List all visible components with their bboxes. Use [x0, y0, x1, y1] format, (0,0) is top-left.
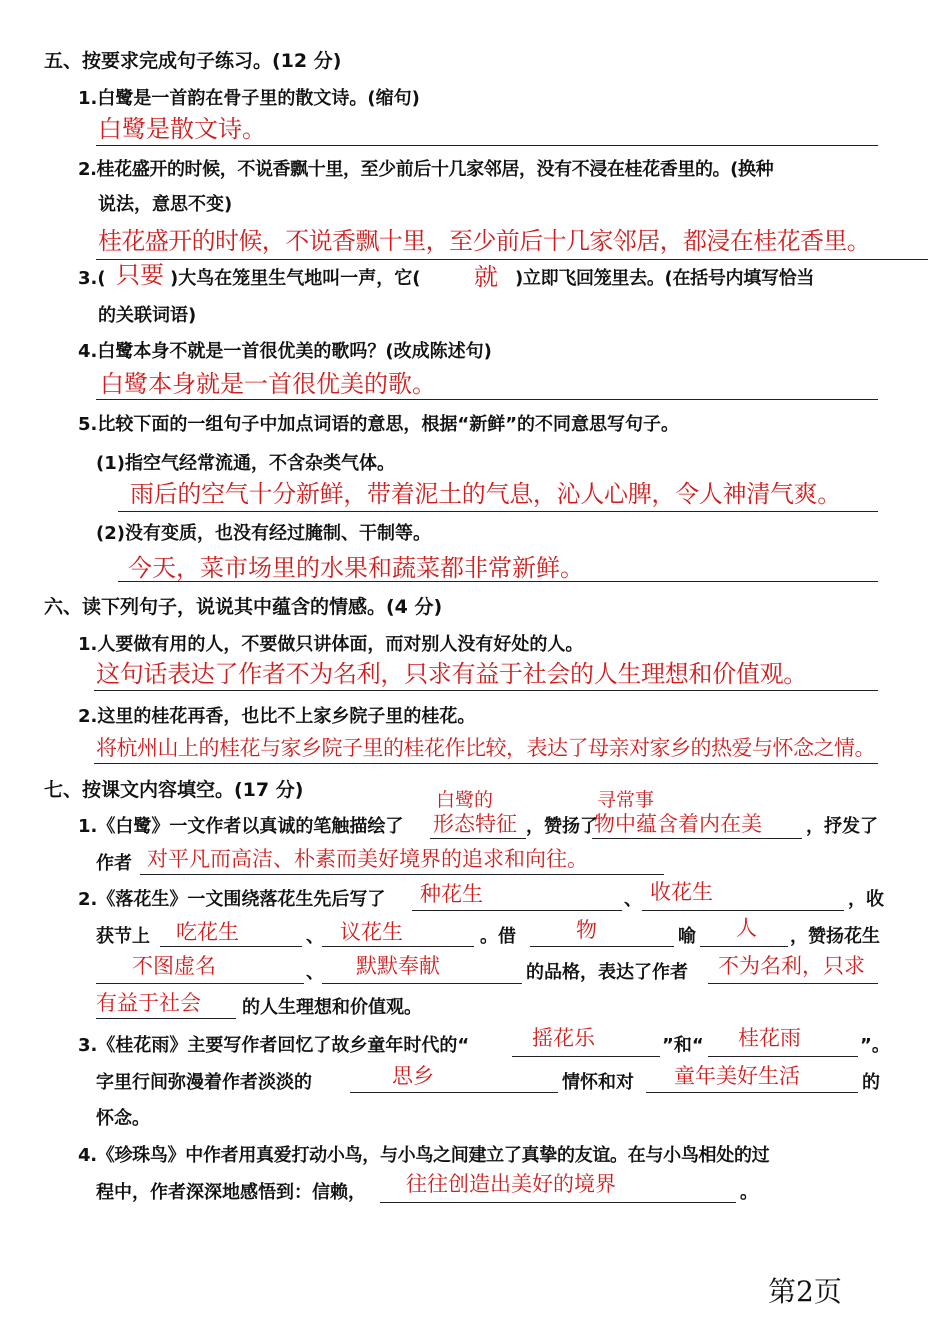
q5-1-answer: 白鹭是散文诗。 — [98, 115, 266, 143]
q7-3-text-1: 3.《桂花雨》主要写作者回忆了故乡童年时代的“ — [78, 1035, 470, 1056]
q7-2-text-9: 、 — [306, 962, 324, 983]
q5-2-answer: 桂花盛开的时候，不说香飘十里，至少前后十几家邻居，都浸在桂花香里。 — [98, 227, 871, 255]
answer-line — [512, 1056, 660, 1057]
q7-3-text-3: ”。 — [860, 1035, 890, 1056]
answer-line — [94, 763, 878, 764]
q5-3-prompt-line2: 的关联词语) — [98, 305, 197, 326]
q5-1-prompt: 1.白鹭是一首韵在骨子里的散文诗。(缩句) — [78, 88, 420, 109]
q7-1-text-2: ，赞扬了 — [526, 816, 598, 837]
q7-1-answer-3: 对平凡而高洁、朴素而美好境界的追求和向往。 — [147, 847, 588, 871]
answer-line — [118, 511, 878, 512]
answer-line — [96, 399, 878, 400]
q7-2-text-7: 喻 — [678, 926, 696, 947]
answer-line — [94, 690, 878, 691]
q7-2-answer-6: 人 — [736, 916, 757, 940]
q7-2-answer-10: 有益于社会 — [96, 991, 201, 1015]
q7-2-text-5: 、 — [306, 926, 324, 947]
q7-2-answer-9: 不为名利，只求 — [718, 954, 865, 978]
q5-3-middle: )大鸟在笼里生气地叫一声，它( — [170, 268, 421, 289]
q7-1-answer-1-top: 白鹭的 — [436, 789, 494, 811]
q7-1-text-4: 作者 — [96, 853, 132, 874]
q5-5-prompt: 5.比较下面的一组句子中加点词语的意思，根据“新鲜”的不同意思写句子。 — [78, 414, 680, 435]
q5-5-sub1: (1)指空气经常流通，不含杂类气体。 — [96, 453, 395, 474]
q7-2-text-8: ，赞扬花生 — [790, 926, 880, 947]
answer-line — [96, 145, 878, 146]
q7-3-text-6: 的 — [862, 1072, 880, 1093]
q7-2-text-11: 的人生理想和价值观。 — [242, 997, 422, 1018]
q7-2-answer-8: 默默奉献 — [356, 954, 440, 978]
q5-3-answer-1: 只要 — [116, 261, 164, 289]
q5-2-prompt-line2: 说法，意思不变) — [98, 194, 233, 215]
q7-2-answer-3: 吃花生 — [176, 920, 239, 944]
answer-line — [96, 259, 928, 260]
answer-line — [160, 946, 302, 947]
section-6-title: 六、读下列句子，说说其中蕴含的情感。(4 分) — [44, 596, 443, 618]
answer-line — [140, 874, 664, 875]
answer-line — [708, 1056, 858, 1057]
q5-3-end: )立即飞回笼里去。(在括号内填写恰当 — [515, 268, 815, 289]
q7-1-text-3: ，抒发了 — [806, 816, 878, 837]
q7-2-text-3: ，收 — [848, 889, 884, 910]
answer-line — [430, 838, 526, 839]
q7-3-text-5: 情怀和对 — [562, 1072, 634, 1093]
q5-3-open-paren: 3.( — [78, 268, 106, 289]
q5-2-prompt-line1: 2.桂花盛开的时候，不说香飘十里，至少前后十几家邻居，没有不浸在桂花香里的。(换种 — [78, 159, 774, 180]
q7-2-answer-4: 议花生 — [340, 920, 403, 944]
q7-2-text-2: 、 — [624, 889, 642, 910]
q7-1-answer-2: 物中蕴含着内在美 — [594, 812, 762, 836]
answer-line — [118, 581, 878, 582]
q7-2-text-10: 的品格，表达了作者 — [526, 962, 688, 983]
q7-4-text-2: 。 — [740, 1182, 758, 1203]
q7-2-text-6: 。借 — [480, 926, 516, 947]
q6-1-prompt: 1.人要做有用的人，不要做只讲体面，而对别人没有好处的人。 — [78, 634, 584, 655]
q5-5-answer-1: 雨后的空气十分新鲜，带着泥土的气息，沁人心脾，令人神清气爽。 — [130, 480, 841, 508]
q7-3-answer-2: 桂花雨 — [738, 1026, 801, 1050]
q5-4-prompt: 4.白鹭本身不就是一首很优美的歌吗？(改成陈述句) — [78, 341, 492, 362]
q5-5-sub2: (2)没有变质，也没有经过腌制、干制等。 — [96, 523, 431, 544]
answer-line — [592, 838, 802, 839]
answer-line — [646, 1092, 858, 1093]
section-7-title: 七、按课文内容填空。(17 分) — [44, 779, 304, 801]
q6-1-answer: 这句话表达了作者不为名利，只求有益于社会的人生理想和价值观。 — [96, 660, 807, 688]
q7-3-answer-1: 摇花乐 — [532, 1026, 595, 1050]
answer-line — [530, 946, 674, 947]
q5-5-answer-2: 今天，菜市场里的水果和蔬菜都非常新鲜。 — [128, 554, 584, 582]
q5-4-answer: 白鹭本身就是一首很优美的歌。 — [100, 370, 436, 398]
answer-line — [642, 910, 844, 911]
q7-3-answer-3: 思乡 — [392, 1064, 434, 1088]
q7-4-line1: 4.《珍珠鸟》中作者用真爱打动小鸟，与小鸟之间建立了真挚的友谊。在与小鸟相处的过 — [78, 1145, 770, 1166]
answer-line — [708, 983, 878, 984]
q7-2-answer-2: 收花生 — [650, 880, 713, 904]
q7-2-text-4: 获节上 — [96, 926, 150, 947]
q7-2-answer-1: 种花生 — [420, 882, 483, 906]
q7-3-text-4: 字里行间弥漫着作者淡淡的 — [96, 1072, 312, 1093]
q7-1-answer-1: 形态特征 — [433, 812, 517, 836]
q7-4-answer: 往往创造出美好的境界 — [406, 1172, 616, 1196]
answer-line — [96, 1018, 236, 1019]
answer-line — [350, 1092, 558, 1093]
q7-2-answer-5: 物 — [576, 918, 597, 942]
q7-4-text-1: 程中，作者深深地感悟到：信赖， — [96, 1182, 366, 1203]
answer-line — [380, 1202, 736, 1203]
answer-line — [96, 983, 304, 984]
section-5-title: 五、按要求完成句子练习。(12 分) — [44, 50, 342, 72]
q6-2-answer: 将杭州山上的桂花与家乡院子里的桂花作比较，表达了母亲对家乡的热爱与怀念之情。 — [96, 736, 875, 760]
q5-3-answer-2: 就 — [474, 263, 498, 291]
answer-line — [322, 946, 474, 947]
q7-2-text-1: 2.《落花生》一文围绕落花生先后写了 — [78, 889, 386, 910]
q7-3-text-2: ”和“ — [662, 1035, 704, 1056]
q7-3-text-7: 怀念。 — [96, 1108, 150, 1129]
q7-1-text-1: 1.《白鹭》一文作者以真诚的笔触描绘了 — [78, 816, 404, 837]
q7-1-answer-2-top: 寻常事 — [597, 789, 655, 811]
answer-line — [700, 946, 788, 947]
q7-3-answer-4: 童年美好生活 — [674, 1064, 800, 1088]
page-number: 第2页 — [768, 1275, 842, 1308]
answer-line — [412, 910, 622, 911]
answer-line — [322, 983, 522, 984]
q7-2-answer-7: 不图虚名 — [132, 954, 216, 978]
q6-2-prompt: 2.这里的桂花再香，也比不上家乡院子里的桂花。 — [78, 706, 476, 727]
